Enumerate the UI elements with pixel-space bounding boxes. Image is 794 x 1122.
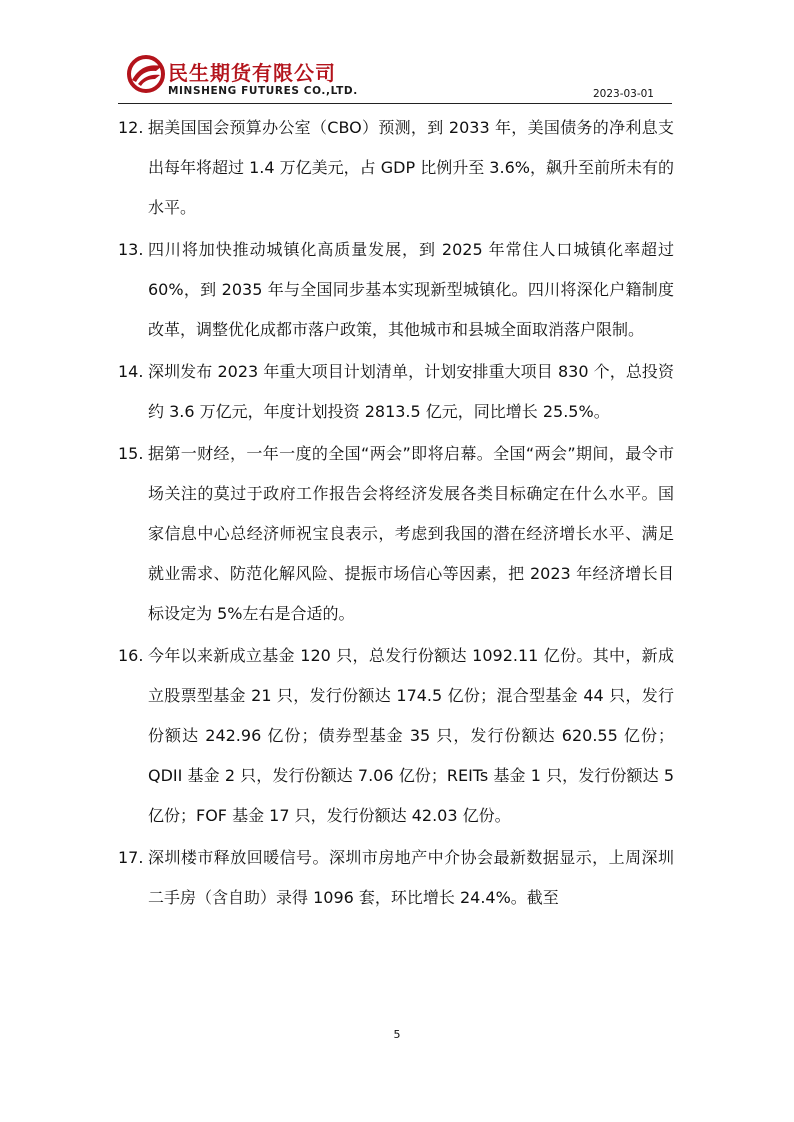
item-number: 15. xyxy=(118,444,144,463)
report-date: 2023-03-01 xyxy=(592,88,654,100)
item-text: 深圳发布 2023 年重大项目计划清单，计划安排重大项目 830 个，总投资约 3.6 万亿元，年度计划投资 2813.5 亿元，同比增长 25.5%。 xyxy=(148,362,674,421)
item-number: 12. xyxy=(118,118,144,137)
item-text: 据第一财经，一年一度的全国“两会”即将启幕。全国“两会”期间，最令市场关注的莫过于政府工作报告会将经济发展各类目标确定在什么水平。国家信息中心总经济师祝宝良表示，考虑到我国的潜在经济增长水平、满足就业需求、防范化解风险、提振市场信心等因素，把 2023 年经济增长目标设定为 5%左右是合适的。 xyxy=(148,444,674,623)
header-divider xyxy=(118,103,672,104)
company-name-en: MINSHENG FUTURES CO.,LTD. xyxy=(168,85,358,97)
news-item-12 xyxy=(118,108,674,228)
news-item-15 xyxy=(118,434,674,634)
news-list xyxy=(118,108,674,920)
news-item-13 xyxy=(118,230,674,350)
item-text: 深圳楼市释放回暖信号。深圳市房地产中介协会最新数据显示，上周深圳二手房（含自助）录得 1096 套，环比增长 24.4%。截至 xyxy=(148,848,674,907)
news-item-14 xyxy=(118,352,674,432)
news-item-16 xyxy=(118,636,674,836)
news-item-17 xyxy=(118,838,674,918)
item-number: 16. xyxy=(118,646,144,665)
item-number: 13. xyxy=(118,240,144,259)
page-number: 5 xyxy=(393,1028,401,1041)
item-text: 四川将加快推动城镇化高质量发展，到 2025 年常住人口城镇化率超过 60%，到 2035 年与全国同步基本实现新型城镇化。四川将深化户籍制度改革，调整优化成都市落户政策，其他城市和县城全面取消落户限制。 xyxy=(148,240,674,339)
company-name-cn: 民生期货有限公司 xyxy=(168,61,336,85)
minsheng-logo-icon xyxy=(126,54,166,94)
item-text: 今年以来新成立基金 120 只，总发行份额达 1092.11 亿份。其中，新成立股票型基金 21 只，发行份额达 174.5 亿份；混合型基金 44 只，发行份额达 242.96 亿份；债券型基金 35 只，发行份额达 620.55 亿份；QDII 基金 2 只，发行份额达 7.06 亿份；REITs 基金 1 只，发行份额达 5 亿份；FOF 基金 17 只，发行份额达 42.03 亿份。 xyxy=(148,646,674,825)
item-number: 17. xyxy=(118,848,144,867)
item-text: 据美国国会预算办公室（CBO）预测，到 2033 年，美国债务的净利息支出每年将超过 1.4 万亿美元，占 GDP 比例升至 3.6%，飙升至前所未有的水平。 xyxy=(148,118,674,217)
item-number: 14. xyxy=(118,362,144,381)
page-header xyxy=(0,0,794,110)
